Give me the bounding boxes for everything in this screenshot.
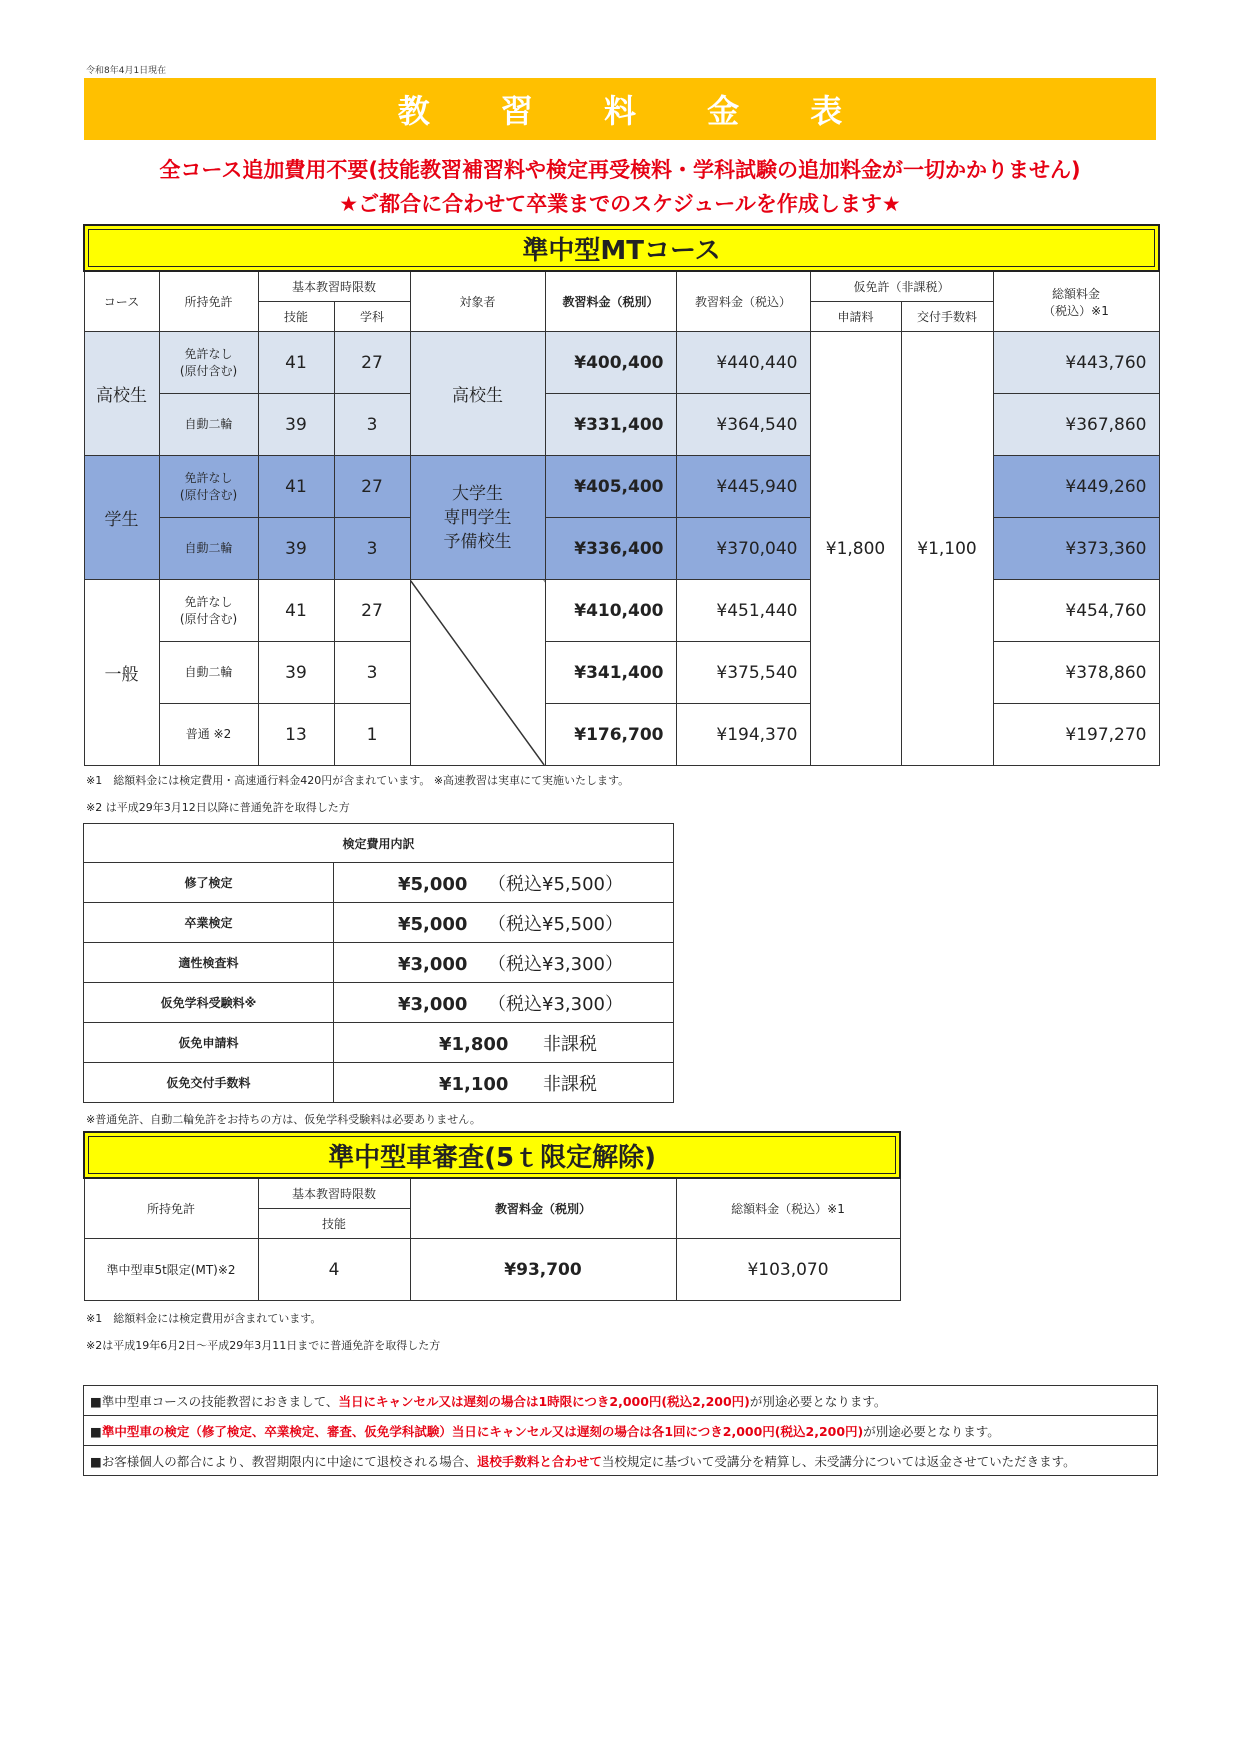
exam-label: 卒業検定	[84, 903, 334, 943]
exam-label: 修了検定	[84, 863, 334, 903]
info-text: ■お客様個人の都合により、教習期限内に中途にて退校される場合、	[90, 1453, 477, 1469]
fee-inc-tax: ¥445,940	[676, 456, 810, 518]
license-cell	[159, 332, 258, 394]
mt-course-fee-table	[83, 224, 1160, 766]
footnote-4: ※1 総額料金には検定費用が含まれています。	[86, 1312, 322, 1325]
header-target: 対象者	[410, 271, 545, 332]
footnote-5: ※2は平成19年6月2日～平成29年3月11日までに普通免許を取得した方	[86, 1339, 441, 1352]
license-moto: 自動二輪	[159, 518, 258, 580]
table-row	[84, 704, 1159, 766]
fee-ex-tax: ¥176,700	[545, 704, 676, 766]
total-fee: ¥449,260	[993, 456, 1159, 518]
course-highschool: 高校生	[84, 332, 159, 456]
exam-label: 適性検査料	[84, 943, 334, 983]
info-line	[84, 1386, 1158, 1416]
review-header-fee-ex-tax: 教習料金（税別）	[410, 1178, 676, 1239]
course-general: 一般	[84, 580, 159, 766]
exam-label: 仮免申請料	[84, 1023, 334, 1063]
review-total-fee: ¥103,070	[676, 1239, 900, 1301]
skill-hours: 41	[258, 332, 334, 394]
fee-ex-tax: ¥331,400	[545, 394, 676, 456]
table-row	[84, 1023, 674, 1063]
info-line	[84, 1446, 1158, 1476]
exam-value	[334, 1063, 674, 1103]
exam-price: ¥1,800	[439, 1033, 509, 1055]
info-line-1	[84, 1386, 1158, 1416]
exam-price: ¥3,000	[398, 953, 468, 975]
header-course: コース	[84, 271, 159, 332]
table-row	[84, 1063, 674, 1103]
skill-hours: 39	[258, 642, 334, 704]
info-text: が別途必要となります。	[749, 1393, 887, 1409]
info-text: ■	[90, 1423, 102, 1439]
total-fee: ¥454,760	[993, 580, 1159, 642]
cancellation-info-box	[83, 1385, 1158, 1476]
exam-note: （税込¥3,300）	[488, 953, 623, 975]
header-total-label: 総額料金	[1051, 286, 1100, 301]
fee-inc-tax: ¥451,440	[676, 580, 810, 642]
exam-price: ¥5,000	[398, 873, 468, 895]
info-highlight: 退校手数料と合わせて	[476, 1453, 602, 1469]
header-license: 所持免許	[159, 271, 258, 332]
date-stamp: 令和8年4月1日現在	[86, 66, 167, 76]
exam-note: （税込¥5,500）	[488, 873, 623, 895]
license-none-label: 免許なし	[184, 594, 233, 609]
fee-ex-tax: ¥341,400	[545, 642, 676, 704]
review-fee-table	[83, 1131, 901, 1301]
academic-hours: 3	[334, 518, 410, 580]
fee-ex-tax: ¥336,400	[545, 518, 676, 580]
exam-note: 非課税	[543, 1073, 597, 1095]
fee-inc-tax: ¥375,540	[676, 642, 810, 704]
review-title: 準中型車審査(5ｔ限定解除)	[84, 1132, 900, 1178]
table-row	[84, 903, 674, 943]
info-line-2	[84, 1416, 1158, 1446]
academic-hours: 27	[334, 456, 410, 518]
fee-inc-tax: ¥440,440	[676, 332, 810, 394]
license-none-label: 免許なし	[184, 346, 233, 361]
header-basic-hours: 基本教習時限数	[258, 271, 410, 302]
target-student	[410, 456, 545, 580]
exam-value	[334, 903, 674, 943]
license-moto: 自動二輪	[159, 642, 258, 704]
table-row	[84, 863, 674, 903]
header-total	[993, 271, 1159, 332]
table-row	[84, 1239, 900, 1301]
target-prep-school: 予備校生	[443, 531, 512, 552]
info-line	[84, 1416, 1158, 1446]
exam-value	[334, 1023, 674, 1063]
fee-ex-tax: ¥410,400	[545, 580, 676, 642]
target-general-empty	[410, 580, 545, 766]
exam-label: 仮免学科受験料※	[84, 983, 334, 1023]
course-student: 学生	[84, 456, 159, 580]
footnote-1: ※1 総額料金には検定費用・高速通行料金420円が含まれています。 ※高速教習は実車にて実施いたします。	[86, 774, 630, 787]
exam-label: 仮免交付手数料	[84, 1063, 334, 1103]
review-header-license: 所持免許	[84, 1178, 258, 1239]
exam-price: ¥3,000	[398, 993, 468, 1015]
exam-price: ¥1,100	[439, 1073, 509, 1095]
exam-note: 非課税	[543, 1033, 597, 1055]
notice-line-1: 全コース追加費用不要(技能教習補習料や検定再受検料・学科試験の追加料金が一切かかりません)	[159, 158, 1081, 182]
fee-inc-tax: ¥364,540	[676, 394, 810, 456]
exam-note: （税込¥3,300）	[488, 993, 623, 1015]
license-none-sub: (原付含む)	[179, 363, 238, 378]
license-cell	[159, 580, 258, 642]
info-line-3	[84, 1446, 1158, 1476]
page-title: 教 習 料 金 表	[397, 92, 873, 130]
total-fee: ¥443,760	[993, 332, 1159, 394]
review-header-basic-hours: 基本教習時限数	[258, 1178, 410, 1209]
review-header-skill: 技能	[258, 1209, 410, 1239]
license-normal: 普通 ※2	[159, 704, 258, 766]
table-row	[84, 580, 1159, 642]
total-fee: ¥378,860	[993, 642, 1159, 704]
footnote-2: ※2 は平成29年3月12日以降に普通免許を取得した方	[86, 801, 350, 814]
header-skill: 技能	[258, 302, 334, 332]
fee-ex-tax: ¥400,400	[545, 332, 676, 394]
fee-inc-tax: ¥370,040	[676, 518, 810, 580]
exam-fee-title: 検定費用内訳	[84, 824, 674, 863]
info-highlight: 準中型車の検定（修了検定、卒業検定、審査、仮免学科試験）当日にキャンセル又は遅刻の場合は各1回につき2,000円(税込2,200円)	[101, 1423, 864, 1439]
table-row	[84, 943, 674, 983]
page-title-banner	[84, 78, 1156, 140]
exam-fee-table	[83, 823, 674, 1103]
issue-fee: ¥1,100	[901, 332, 993, 766]
total-fee: ¥367,860	[993, 394, 1159, 456]
academic-hours: 27	[334, 580, 410, 642]
table-row	[84, 642, 1159, 704]
header-issue-fee: 交付手数料	[901, 302, 993, 332]
review-skill-hours: 4	[258, 1239, 410, 1301]
info-text: ■準中型車コースの技能教習におきまして、	[90, 1393, 339, 1409]
license-none-label: 免許なし	[184, 470, 233, 485]
info-text: が別途必要となります。	[863, 1423, 1000, 1439]
notice-line-2: ★ご都合に合わせて卒業までのスケジュールを作成します★	[339, 192, 901, 216]
table-row	[84, 456, 1159, 518]
target-vocational: 専門学生	[443, 507, 512, 528]
exam-note: （税込¥5,500）	[488, 913, 623, 935]
skill-hours: 41	[258, 580, 334, 642]
exam-value	[334, 863, 674, 903]
table-row	[84, 394, 1159, 456]
info-text: 当校規定に基づいて受講分を精算し、未受講分については返金させていただきます。	[601, 1453, 1076, 1469]
table-row	[84, 332, 1159, 394]
license-none-sub: (原付含む)	[179, 487, 238, 502]
info-highlight: 当日にキャンセル又は遅刻の場合は1時限につき2,000円(税込2,200円)	[338, 1393, 750, 1409]
review-header-total: 総額料金（税込）※1	[676, 1178, 900, 1239]
fee-ex-tax: ¥405,400	[545, 456, 676, 518]
header-total-sub: （税込）※1	[1043, 303, 1109, 318]
exam-value	[334, 943, 674, 983]
academic-hours: 1	[334, 704, 410, 766]
target-highschool: 高校生	[410, 332, 545, 456]
header-fee-inc-tax: 教習料金（税込）	[676, 271, 810, 332]
license-cell	[159, 456, 258, 518]
license-moto: 自動二輪	[159, 394, 258, 456]
footnote-3: ※普通免許、自動二輪免許をお持ちの方は、仮免学科受験料は必要ありません。	[86, 1113, 481, 1126]
fee-inc-tax: ¥194,370	[676, 704, 810, 766]
header-provisional: 仮免許（非課税）	[810, 271, 993, 302]
application-fee: ¥1,800	[810, 332, 901, 766]
total-fee: ¥197,270	[993, 704, 1159, 766]
exam-price: ¥5,000	[398, 913, 468, 935]
academic-hours: 27	[334, 332, 410, 394]
header-fee-ex-tax: 教習料金（税別）	[545, 271, 676, 332]
header-application: 申請料	[810, 302, 901, 332]
review-fee-ex-tax: ¥93,700	[410, 1239, 676, 1301]
table-row	[84, 518, 1159, 580]
license-none-sub: (原付含む)	[179, 611, 238, 626]
skill-hours: 41	[258, 456, 334, 518]
mt-course-title: 準中型MTコース	[84, 225, 1159, 271]
skill-hours: 39	[258, 394, 334, 456]
skill-hours: 39	[258, 518, 334, 580]
skill-hours: 13	[258, 704, 334, 766]
table-row	[84, 983, 674, 1023]
exam-value	[334, 983, 674, 1023]
target-university: 大学生	[452, 483, 503, 504]
academic-hours: 3	[334, 642, 410, 704]
total-fee: ¥373,360	[993, 518, 1159, 580]
academic-hours: 3	[334, 394, 410, 456]
header-academic: 学科	[334, 302, 410, 332]
review-license: 準中型車5t限定(MT)※2	[84, 1239, 258, 1301]
